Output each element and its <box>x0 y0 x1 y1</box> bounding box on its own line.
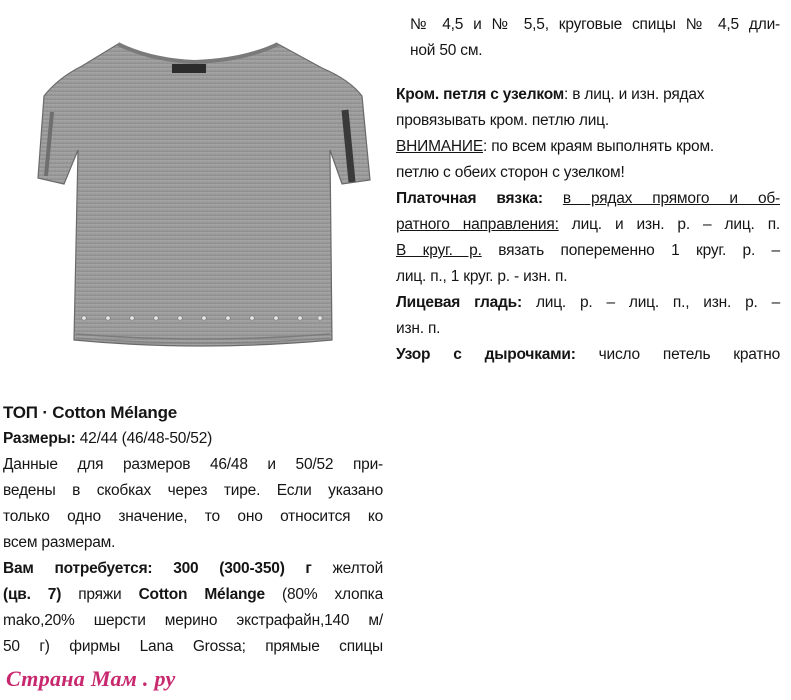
stockinette-label: Лицевая гладь: <box>396 294 522 311</box>
materials-line-2 <box>3 582 383 608</box>
site-watermark: Страна Мам . ру <box>6 666 176 691</box>
edge-text-1: : в лиц. и изн. рядах <box>564 86 705 103</box>
sizes-line <box>3 426 383 452</box>
stockinette-text-1: лиц. р. – лиц. п., изн. р. – <box>535 294 780 311</box>
edge-line-2: провязывать кром. петлю лиц. <box>396 112 609 129</box>
garter-label: Платочная вязка: <box>396 190 543 207</box>
materials-line-4: 50 г) фирмы Lana Grossa; прямые спицы <box>3 638 383 655</box>
stockinette-line-2: изн. п. <box>396 320 441 337</box>
garter-text-3: вязать попеременно 1 круг. р. – <box>498 242 780 259</box>
materials-line-5: № 4,5 и № 5,5, круговые спицы № 4,5 дли- <box>410 16 780 33</box>
materials-amount: 300 (300-350) г <box>173 560 312 577</box>
garter-text-2: лиц. и изн. р. – лиц. п. <box>571 216 780 233</box>
materials-line-3: mako,20% шерсти мерино экстрафайн,140 м/ <box>3 612 383 629</box>
materials-line-6: ной 50 см. <box>410 42 483 59</box>
garter-underlined-1: в рядах прямого и об- <box>562 190 781 207</box>
attention-text-1: : по всем краям выполнять кром. <box>483 138 715 155</box>
materials-color-code: (цв. 7) <box>3 586 62 603</box>
article-title: ТОП · Cotton Mélange <box>3 403 178 422</box>
edge-line-1 <box>396 82 780 108</box>
garter-underlined-3: В круг. р. <box>396 242 482 259</box>
attention-line-1 <box>396 134 780 160</box>
materials-yarn-brand: Cotton Mélange <box>138 586 265 603</box>
materials-label: Вам потребуется: <box>3 560 153 577</box>
attention-label: ВНИМАНИЕ <box>396 138 483 155</box>
materials-line-1 <box>3 556 383 582</box>
eyelet-line-1 <box>396 342 780 368</box>
left-text-column <box>3 400 383 660</box>
materials-continued <box>396 12 780 64</box>
materials-composition: (80% хлопка <box>282 586 383 603</box>
eyelet-text: число петель кратно <box>598 346 781 363</box>
garter-line-3 <box>396 238 780 264</box>
size-note-line-1: Данные для размеров 46/48 и 50/52 при- <box>3 456 383 473</box>
garter-underlined-2: ратного направления: <box>396 216 559 233</box>
size-note-line-2: ведены в скобках через тире. Если указано <box>3 482 383 499</box>
attention-line-2: петлю с обеих сторон с узелком! <box>396 164 625 181</box>
size-note-line-3: только одно значение, то оно относится ко <box>3 508 383 525</box>
garter-line-2 <box>396 212 780 238</box>
eyelet-label: Узор с дырочками: <box>396 346 576 363</box>
size-note-line-4: всем размерам. <box>3 534 116 551</box>
sizes-label: Размеры: <box>3 430 76 447</box>
materials-yarn-word: пряжи <box>78 586 122 603</box>
materials-color: желтой <box>332 560 384 577</box>
sweater-photo <box>0 0 385 395</box>
sizes-value: 42/44 (46/48-50/52) <box>79 430 213 447</box>
stockinette-line-1 <box>396 290 780 316</box>
garter-line-4: лиц. п., 1 круг. р. - изн. п. <box>396 268 568 285</box>
edge-label: Кром. петля с узелком <box>396 86 565 103</box>
right-text-column <box>396 12 780 368</box>
garter-line-1 <box>396 186 780 212</box>
